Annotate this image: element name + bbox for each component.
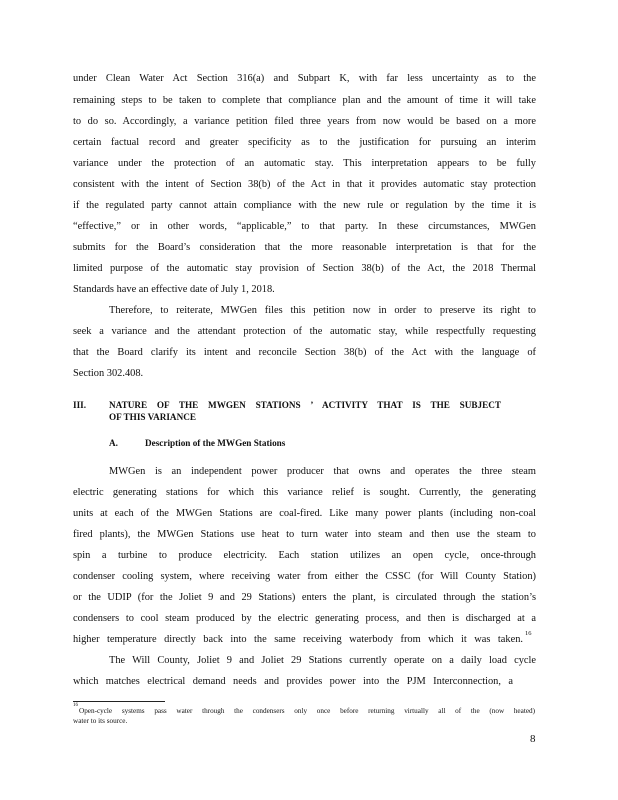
text-line: The Will County, Joliet 9 and Joliet 29 Stations currently operate on a daily load cycle: [109, 655, 536, 666]
text-line: if the regulated party cannot attain compliance with the new rule or regulation by the time it is: [73, 200, 536, 211]
text-line: to do so. Accordingly, a variance petition filed three years from now would be based on a more: [73, 116, 536, 127]
text-line: fired plants), the MWGen Stations use heat to turn water into steam and then use the steam to: [73, 529, 536, 540]
footnote-divider: [73, 701, 165, 702]
page-number: 8: [530, 733, 536, 745]
subheading-letter: A.: [109, 438, 118, 448]
text-line: MWGen is an independent power producer that owns and operates the three steam: [109, 466, 536, 477]
text-line: higher temperature directly back into the same receiving waterbody from which it was taken.: [73, 634, 523, 645]
text-line: under Clean Water Act Section 316(a) and Subpart K, with far less uncertainty as to the: [73, 73, 536, 84]
footnote-marker: 16: [73, 703, 78, 708]
text-line: certain factual record and greater specificity as to the justification for pursuing an interim: [73, 137, 536, 148]
text-line: electric generating stations for which this variance relief is sought. Currently, the generating: [73, 487, 536, 498]
footnote-line: water to its source.: [73, 717, 128, 725]
text-line: Standards have an effective date of July 1, 2018.: [73, 284, 275, 295]
text-line: variance under the protection of an automatic stay. This interpretation appears to be fully: [73, 158, 536, 169]
subheading-title: Description of the MWGen Stations: [145, 438, 286, 448]
text-line: “effective,” or in other words, “applicable,” to that party. In these circumstances, MWGen: [73, 221, 536, 232]
text-line: seek a variance and the attendant protection of the automatic stay, while respectfully requesting: [73, 326, 536, 337]
text-line: condensers to cool steam produced by the electric generating process, and then is discharged at a: [73, 613, 536, 624]
section-title-line-1: NATURE OF THE MWGEN STATIONS ’ ACTIVITY THAT IS THE SUBJECT: [109, 400, 501, 410]
text-line: consistent with the intent of Section 38(b) of the Act in that it provides automatic stay protection: [73, 179, 536, 190]
footnote-reference[interactable]: 16: [525, 630, 532, 637]
text-line: that the Board clarify its intent and reconcile Section 38(b) of the Act with the language of: [73, 347, 536, 358]
text-line: Therefore, to reiterate, MWGen files this petition now in order to preserve its right to: [109, 305, 536, 316]
section-title-line-2: OF THIS VARIANCE: [109, 412, 196, 422]
footnote-line: Open-cycle systems pass water through the condensers only once before returning virtually all of the (now heated): [79, 707, 535, 715]
text-line: or the UDIP (for the Joliet 9 and 29 Stations) enters the plant, is circulated through the station’s: [73, 592, 536, 603]
text-line: spin a turbine to produce electricity. Each station utilizes an open cycle, once-through: [73, 550, 536, 561]
text-line: submits for the Board’s consideration that the more reasonable interpretation is that for the: [73, 242, 536, 253]
text-line: condenser cooling system, where receiving water from either the CSSC (for Will County Station): [73, 571, 536, 582]
text-line: limited purpose of the automatic stay provision of Section 38(b) of the Act, the 2018 Thermal: [73, 263, 536, 274]
text-line: remaining steps to be taken to complete that compliance plan and the amount of time it will take: [73, 95, 536, 106]
text-line: Section 302.408.: [73, 368, 144, 379]
text-line: units at each of the MWGen Stations are coal-fired. Like many power plants (including non-coal: [73, 508, 536, 519]
section-number: III.: [73, 400, 87, 410]
text-line: which matches electrical demand needs and provides power into the PJM Interconnection, a: [73, 676, 513, 687]
